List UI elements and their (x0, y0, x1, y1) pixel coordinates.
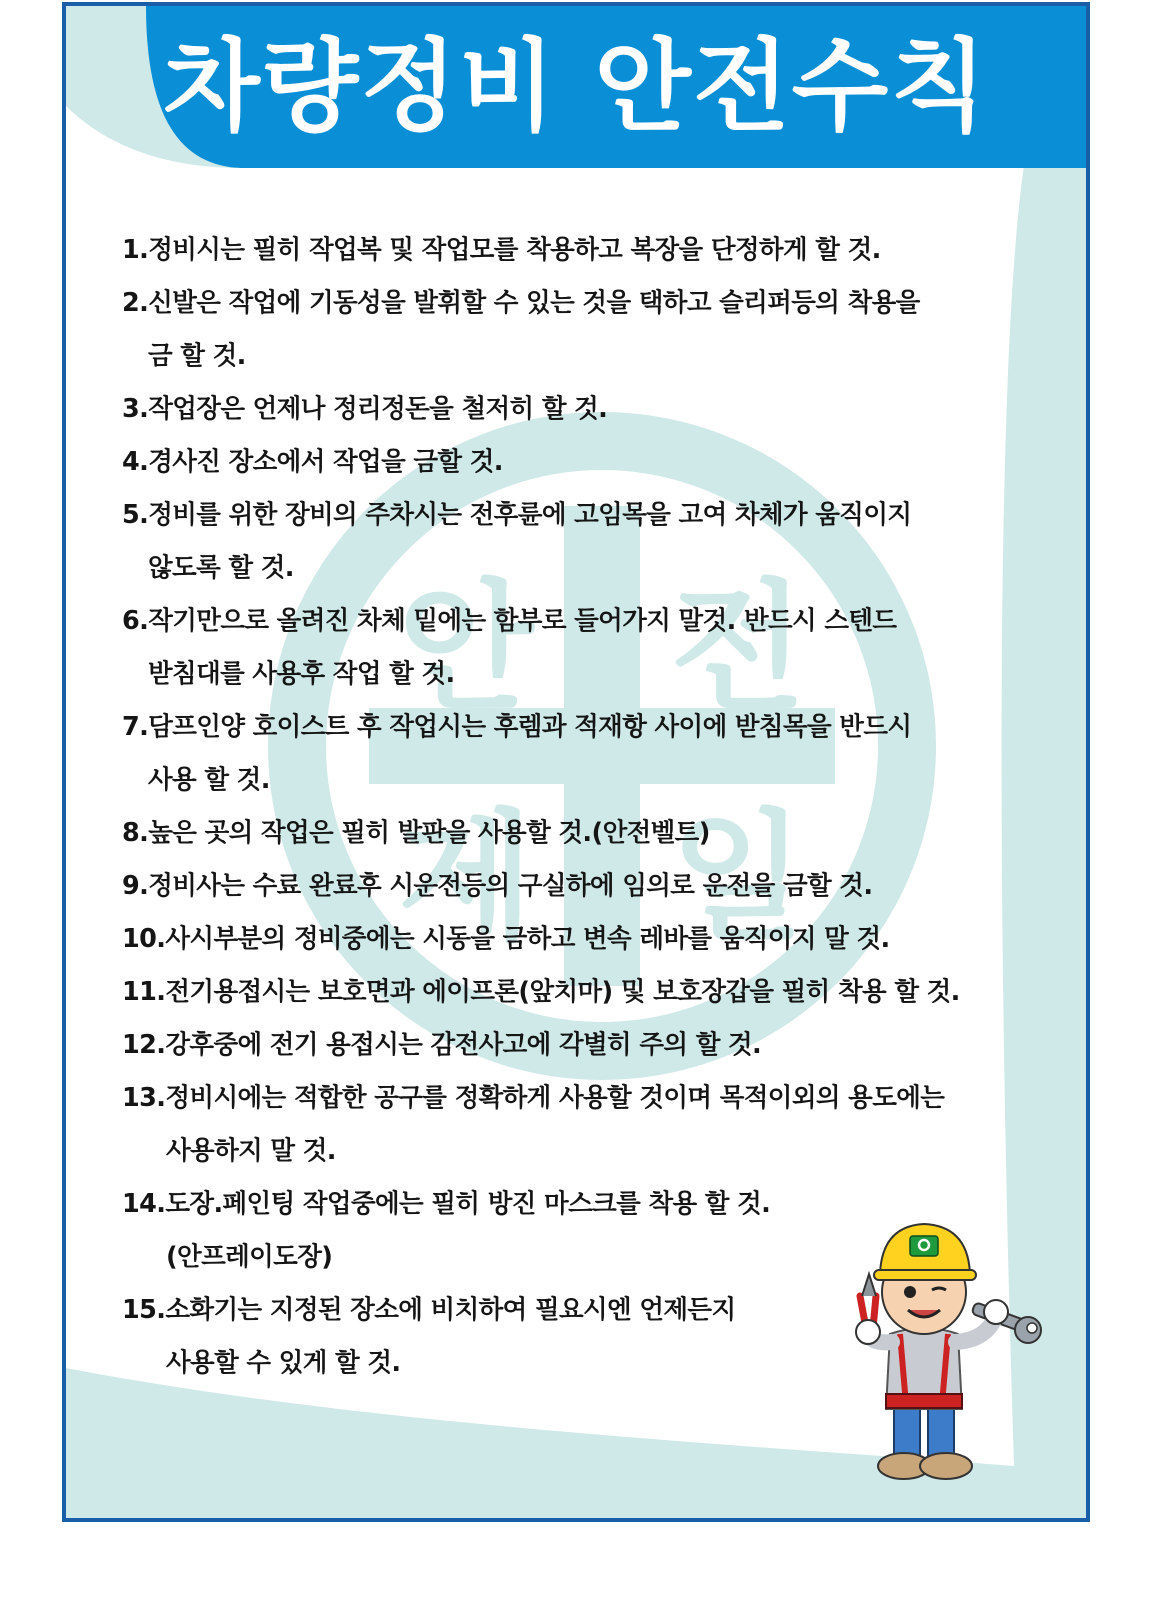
rule-continuation: 않도록 할 것. (148, 553, 294, 583)
mascot-shoe-right (920, 1453, 972, 1479)
rule-item (122, 701, 1052, 807)
rule-continuation: 받침대를 사용후 작업 할 것. (148, 659, 455, 689)
rule-text: 4.경사진 장소에서 작업을 금할 것. (122, 447, 503, 477)
rule-item (122, 807, 1052, 860)
mascot-hand-right (984, 1300, 1008, 1324)
rule-text: 9.정비사는 수료 완료후 시운전등의 구실하에 임의로 운전을 금할 것. (122, 871, 873, 901)
rule-text: 12.강후중에 전기 용접시는 감전사고에 각별히 주의 할 것. (122, 1030, 762, 1060)
rule-text: 14.도장.페인팅 작업중에는 필히 방진 마스크를 착용 할 것. (122, 1189, 771, 1219)
rule-text: 7.담프인양 호이스트 후 작업시는 후렘과 적재항 사이에 받침목을 반드시 (122, 712, 912, 742)
rule-item (122, 913, 1052, 966)
rule-text: 1.정비시는 필히 작업복 및 작업모를 착용하고 복장을 단정하게 할 것. (122, 235, 881, 265)
rule-text: 3.작업장은 언제나 정리정돈을 철저히 할 것. (122, 394, 608, 424)
rule-continuation: 사용하지 말 것. (166, 1136, 336, 1166)
rule-item (122, 436, 1052, 489)
rule-item (122, 383, 1052, 436)
rule-item (122, 1019, 1052, 1072)
rule-item (122, 860, 1052, 913)
rule-text: 6.작기만으로 올려진 차체 밑에는 함부로 들어가지 말것. 반드시 스텐드 (122, 606, 897, 636)
mascot-eye-left (904, 1286, 916, 1298)
safety-poster (62, 2, 1090, 1522)
rule-item (122, 595, 1052, 701)
rule-text: 2.신발은 작업에 기동성을 발휘할 수 있는 것을 택하고 슬리퍼등의 착용을 (122, 288, 920, 318)
rule-continuation: 금 할 것. (148, 341, 246, 371)
rule-item (122, 1072, 1052, 1178)
rule-text: 11.전기용접시는 보호면과 에이프론(앞치마) 및 보호장갑을 필히 착용 할 것. (122, 977, 960, 1007)
rule-item (122, 489, 1052, 595)
rule-item (122, 224, 1052, 277)
mascot-belt (886, 1394, 962, 1408)
poster-title: 차량정비 안전수칙 (163, 28, 989, 145)
rule-text: 13.정비시에는 적합한 공구를 정확하게 사용할 것이며 목적이외의 용도에는 (122, 1083, 945, 1113)
watermark-char-3: 제 (398, 797, 534, 960)
mechanic-mascot-illustration (796, 1204, 1046, 1494)
rule-item (122, 277, 1052, 383)
rule-text: 5.정비를 위한 장비의 주차시는 전후륜에 고임목을 고여 차체가 움직이지 (122, 500, 912, 530)
rule-continuation: 사용 할 것. (148, 765, 270, 795)
mascot-hand-left (856, 1320, 880, 1344)
rule-text: 8.높은 곳의 작업은 필히 발판을 사용할 것.(안전벨트) (122, 818, 710, 848)
watermark-char-1: 안 (398, 567, 534, 730)
watermark-char-2: 전 (670, 567, 806, 730)
hard-hat-icon (874, 1224, 976, 1280)
rule-text: 15.소화기는 지정된 장소에 비치하여 필요시엔 언제든지 (122, 1295, 736, 1325)
watermark-char-4: 일 (670, 797, 806, 960)
rule-continuation: (안프레이도장) (166, 1242, 333, 1272)
rule-continuation: 사용할 수 있게 할 것. (166, 1348, 401, 1378)
rule-item (122, 966, 1052, 1019)
rule-text: 10.사시부분의 정비중에는 시동을 금하고 변속 레바를 움직이지 말 것. (122, 924, 890, 954)
